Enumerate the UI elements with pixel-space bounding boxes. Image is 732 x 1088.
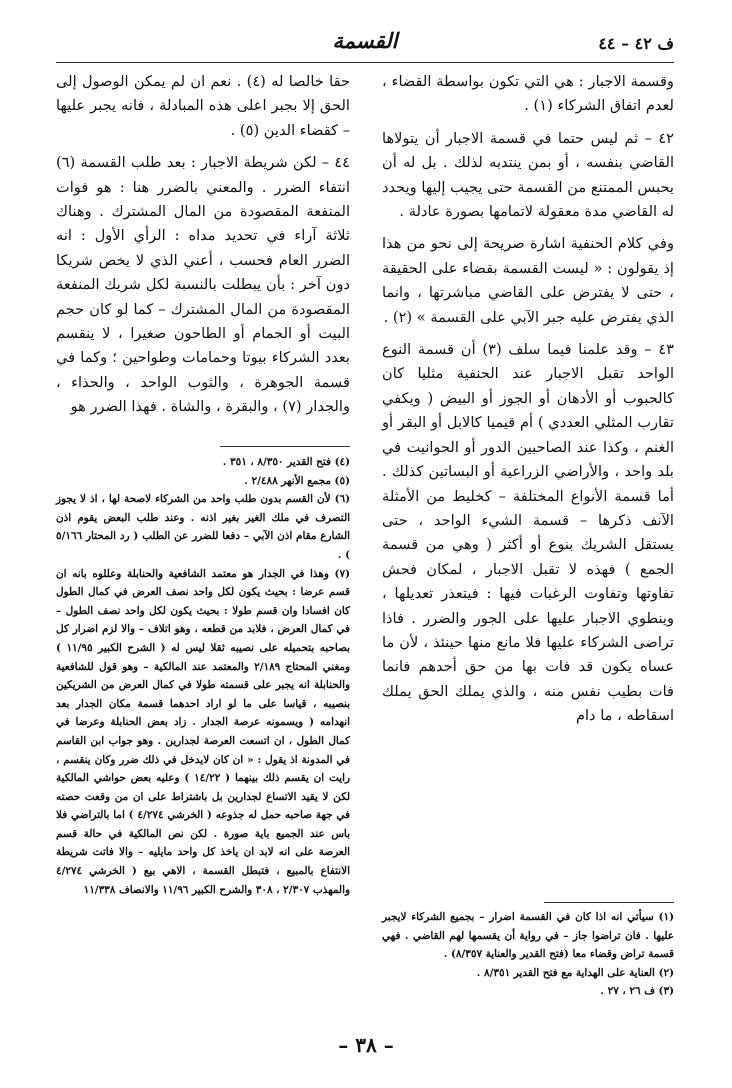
paragraph: ٤٣ – وقد علمنا فيما سلف (٣) أن قسمة النوع الواحد تقبل الاجبار عند الحنفية مثليا كان كالحبوب أو الأدهان أو الجوز أو البيض ( ويكفي تقارب المثلي العددي ) أم قيميا كالابل أو البقر أو الغنم ، وكذا عند الصاحبين الدور أو الحوانيت في بلد واحد ، والأراضي الزراعية أو البساتين كذلك . أما قسمة الأنواع المختلفة – كخليط من الأمثلة الآنف ذكرها – قسمة الشيء الواحد ، حتى يستقل الشريك بنوع أو أكثر ( وهي من قسمة الجمع ) فهذه لا تقبل الاجبار ، لمكان فحش تفاوتها وتفاوت الرغبات فيها : فيتعذر تعديلها ، وينطوي الاجبار عليها على الجور والضرر . فاذا تراضى الشركاء عليها فلا مانع منها حينئذ ، لأن ما عساه يكون قد فات بها من حق أحدهم فانما فات بطيب نفس منه ، والذي يملك الحق يملك اسقاطه ، ما دام (382, 341, 674, 725)
footnote: (٤) فتح القدير ٨/٣٥٠ ، ٣٥١ . (222, 456, 350, 468)
paragraph: وقسمة الاجبار : هي التي تكون بواسطة القضاء ، لعدم اتفاق الشركاء (١) . (382, 73, 674, 115)
paragraph: وفي كلام الحنفية اشارة صريحة إلى نحو من هذا إذ يقولون : « ليست القسمة بقضاء على الحقيقة ، حتى لا يفترض على القاضي مباشرتها ، وانما الذي يفترض عليه جبر الآبي على القسمة » (٢) . (382, 235, 674, 326)
footnote: (٧) وهذا في الجدار هو معتمد الشافعية والحنابلة وعللوه بانه ان قسم عرضا : بحيث يكون لكل واحد نصف العرض في كمال الطول كان افسادا وان قسم طولا : بحيث يكون لكل واحد نصف الطول – في كمال العرض ، فلابد من قطعه ، وهو اتلاف – والا لزم اضرار كل بصاحبه بتحميله على نصيبه ثقلا ليس له ( الشرح الكبير ١١/٩٥ ) ومغني المحتاج ٢/١٨٩ والمعتمد عند المالكية – وهو قول للشافعية والحنابلة انه يجبر على قسمته طولا في كمال العرض من الشريكين بنصيبه ، قياسا على ما لو اراد احدهما قسمة مكان الجدار بعد انهدامه ( ويسمونه عرصة الجدار . زاد بعض الحنابلة وعرضا في كمال الطول ، ان اتسعت العرصة لجدارين . وهو جواب ابن القاسم في المدونة اذ يقول : « ان كان لايدخل في ذلك ضرر وكان ينقسم ، رايت ان يقسم ذلك بينهما ( ١٤/٢٢ ) وعليه بعض حواشي المالكية لكن لا يقيد الاتساع لجدارين بل باشتراط على ان من وقعت حصته في جهة صاحبه حمل له جذوعه ( الخرشي ٤/٢٧٤ ) اما بالتراضي فلا باس عند الجميع باية صورة . لكن نص المالكية في حالة قسم العرصة على انه لابد ان ياخذ كل واحد مايليه – والا فاتت شريطة الانتفاع بالمبيع ، فتبطل القسمة ، الاهي بيع ( الخرشي ٤/٢٧٤ والمهذب ٢/٣٠٧ ، ٣٠٨ والشرح الكبير ١١/٩٦ والانصاف ١١/٣٣٨ (56, 567, 351, 896)
footnote: (٢) العناية على الهداية مع فتح القدير ٨/٣٥١ . (476, 966, 674, 979)
page-number: – ٣٨ – (338, 1033, 394, 1057)
footnote: (٣) ف ٢٦ ، ٢٧ . (600, 985, 674, 998)
section-range: ف ٤٢ – ٤٤ (598, 34, 674, 53)
footnote: (١) سيأتي انه اذا كان في القسمة اضرار – بجميع الشركاء لايجبر عليها . فان تراضوا جاز – في رواية أن يقسمها لهم القاضي . فهي قسمة تراض وقضاء معا (فتح القدير والعناية ٨/٣٥٧) . (382, 911, 674, 961)
footnote: (٦) لأن القسم بدون طلب واحد من الشركاء لاصحة لها ، اذ لا يجوز التصرف في ملك الغير بغير اذنه . وعند طلب البعض يقوم اذن الشارع مقام اذن الآبي – دفعا للضرر عن الطلب ( رد المحتار ٥/١٦٦ ) . (56, 493, 350, 561)
footnote: (٥) مجمع الأنهر ٢/٤٨٨ . (244, 474, 350, 487)
footnote-rule (544, 902, 674, 903)
left-column (56, 70, 350, 428)
paragraph: حقا خالصا له (٤) . نعم ان لم يمكن الوصول إلى الحق إلا بجبر اعلى هذه المبادلة ، فانه يجبر عليها – كقضاء الدين (٥) . (56, 73, 351, 139)
right-column (382, 70, 674, 737)
page-header (56, 28, 674, 62)
running-title: القسمة (332, 28, 398, 53)
paragraph: ٤٢ – ثم ليس حتما في قسمة الاجبار أن يتولاها القاضي بنفسه ، أو بمن ينتدبه لذلك . بل له أن يحبس الممتنع من القسمة حتى يجيب إليها ويحدد له القاضي مدة معقولة لاتمامها بصورة عادلة . (382, 129, 674, 221)
header-rule (56, 62, 674, 63)
footnote-rule (220, 446, 350, 447)
paragraph: ٤٤ – لكن شريطة الاجبار : بعد طلب القسمة (٦) انتفاء الضرر . والمعني بالضرر هنا : هو فوات المنفعة المقصودة من المال المشترك . وهناك ثلاثة آراء في تحديد مداه : الرأي الأول : انه الضرر العام فحسب ، أعني الذي لا يخص شريكا دون آخر : بأن يبطلت بالنسبة لكل شريك المنفعة المقصودة من المال المشترك – كما لو كان حجم البيت أو الحمام أو الطاحون صغيرا ، لا ينقسم بعدد الشركاء بيوتا وحمامات وطواحين ؛ وكما في قسمة الجوهرة ، والثوب الواحد ، والحذاء ، والجدار (٧) ، والبقرة ، والشاة . فهذا الضرر هو (56, 154, 350, 416)
right-footnotes (382, 908, 674, 1001)
left-footnotes (56, 453, 350, 899)
